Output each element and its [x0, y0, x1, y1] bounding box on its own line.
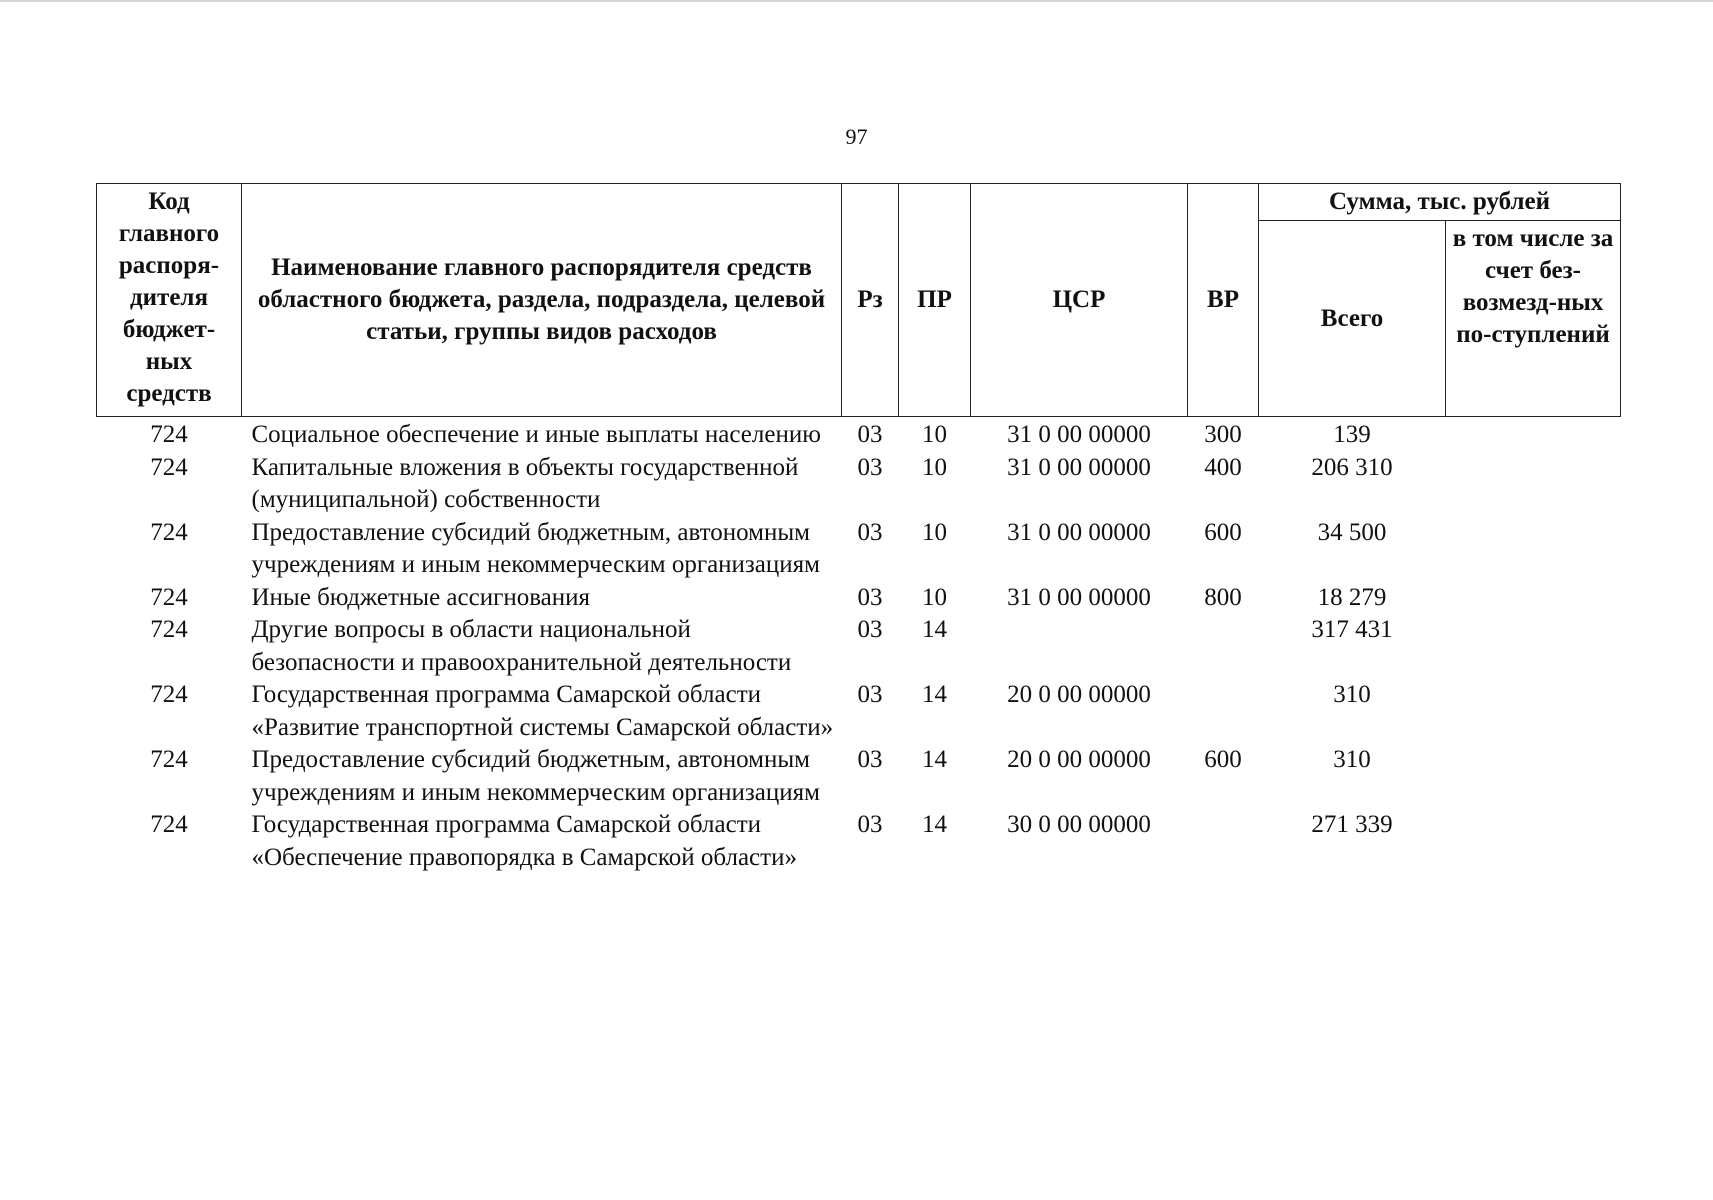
cell-pr: 10	[922, 453, 947, 481]
cell-total: 18 279	[1317, 583, 1387, 611]
cell-pr: 10	[922, 518, 947, 546]
cell-csr: 31 0 00 00000	[1007, 583, 1151, 611]
table-row	[97, 517, 1621, 582]
table-body	[97, 417, 1621, 875]
cell-rz: 03	[857, 616, 883, 643]
header-name: Наименование главного распорядителя средств областного бюджета, раздела, подраздела, целевой статьи, группы видов расходов	[242, 184, 842, 417]
cell-pr: 14	[922, 746, 947, 773]
table-row	[97, 582, 1621, 615]
cell-rz: 03	[857, 583, 883, 611]
table-row	[97, 614, 1621, 679]
cell-total: 310	[1333, 681, 1371, 708]
header-pr: ПР	[899, 184, 971, 417]
cell-rz: 03	[857, 453, 883, 481]
cell-code: 724	[150, 421, 188, 448]
header-vr: ВР	[1188, 184, 1259, 417]
table-row	[97, 809, 1621, 874]
cell-total: 139	[1333, 421, 1371, 448]
cell-vr	[1188, 809, 1259, 874]
cell-free	[1446, 614, 1621, 679]
cell-pr: 14	[922, 811, 947, 838]
cell-name: Социальное обеспечение и иные выплаты населению	[251, 421, 821, 448]
cell-rz: 03	[857, 681, 883, 708]
cell-name: Государственная программа Самарской области «Обеспечение правопорядка в Самарской области»	[251, 811, 797, 871]
scan-top-edge	[0, 0, 1713, 2]
cell-code: 724	[150, 616, 188, 643]
cell-code: 724	[150, 453, 188, 481]
cell-vr: 600	[1204, 518, 1242, 546]
cell-rz: 03	[857, 421, 883, 448]
cell-pr: 14	[922, 616, 947, 643]
cell-csr: 31 0 00 00000	[1007, 421, 1151, 448]
table-row	[97, 417, 1621, 452]
cell-rz: 03	[857, 518, 883, 546]
cell-code: 724	[150, 681, 188, 708]
cell-vr: 400	[1204, 453, 1242, 481]
page-number: 97	[845, 124, 868, 149]
cell-free	[1446, 744, 1621, 809]
cell-total: 310	[1333, 746, 1371, 773]
cell-total: 271 339	[1311, 811, 1393, 838]
budget-table	[96, 183, 1621, 874]
cell-vr: 600	[1204, 746, 1242, 773]
table-row	[97, 744, 1621, 809]
cell-total: 206 310	[1311, 453, 1393, 481]
cell-csr: 20 0 00 00000	[1007, 681, 1151, 708]
cell-csr: 30 0 00 00000	[1007, 811, 1151, 838]
cell-vr: 300	[1204, 421, 1242, 448]
cell-total: 34 500	[1317, 518, 1387, 546]
cell-free	[1446, 417, 1621, 452]
cell-name: Государственная программа Самарской области «Развитие транспортной системы Самарской области»	[251, 681, 834, 741]
header-total: Всего	[1259, 221, 1446, 417]
cell-free	[1446, 679, 1621, 744]
header-code: Код главного распоря-дителя бюджет-ных средств	[97, 184, 242, 417]
cell-free	[1446, 517, 1621, 582]
cell-free	[1446, 809, 1621, 874]
cell-rz: 03	[857, 811, 883, 838]
cell-total: 317 431	[1311, 616, 1393, 643]
cell-vr	[1188, 679, 1259, 744]
cell-name: Другие вопросы в области национальной безопасности и правоохранительной деятельности	[251, 616, 792, 676]
cell-csr: 31 0 00 00000	[1007, 518, 1151, 546]
cell-code: 724	[150, 583, 188, 611]
cell-pr: 14	[922, 681, 947, 708]
cell-vr: 800	[1204, 583, 1242, 611]
cell-name: Предоставление субсидий бюджетным, автономным учреждениям и иным некоммерческим организациям	[251, 746, 820, 806]
cell-name: Иные бюджетные ассигнования	[251, 583, 591, 611]
cell-free	[1446, 582, 1621, 615]
cell-pr: 10	[922, 421, 947, 448]
table-row	[97, 679, 1621, 744]
header-rz: Рз	[842, 184, 899, 417]
cell-code: 724	[150, 518, 188, 546]
table-header	[97, 184, 1621, 417]
cell-vr	[1188, 614, 1259, 679]
header-csr: ЦСР	[971, 184, 1188, 417]
cell-csr: 20 0 00 00000	[1007, 746, 1151, 773]
cell-rz: 03	[857, 746, 883, 773]
cell-code: 724	[150, 811, 188, 838]
cell-code: 724	[150, 746, 188, 773]
cell-pr: 10	[922, 583, 947, 611]
cell-free	[1446, 452, 1621, 517]
header-free: в том числе за счет без-возмезд-ных по-ступлений	[1446, 221, 1621, 417]
header-sum: Сумма, тыс. рублей	[1259, 184, 1621, 221]
cell-csr: 31 0 00 00000	[1007, 453, 1151, 481]
table-row	[97, 452, 1621, 517]
cell-name: Предоставление субсидий бюджетным, автономным учреждениям и иным некоммерческим организациям	[251, 518, 820, 578]
cell-csr	[971, 614, 1188, 679]
cell-name: Капитальные вложения в объекты государственной (муниципальной) собственности	[251, 453, 799, 513]
